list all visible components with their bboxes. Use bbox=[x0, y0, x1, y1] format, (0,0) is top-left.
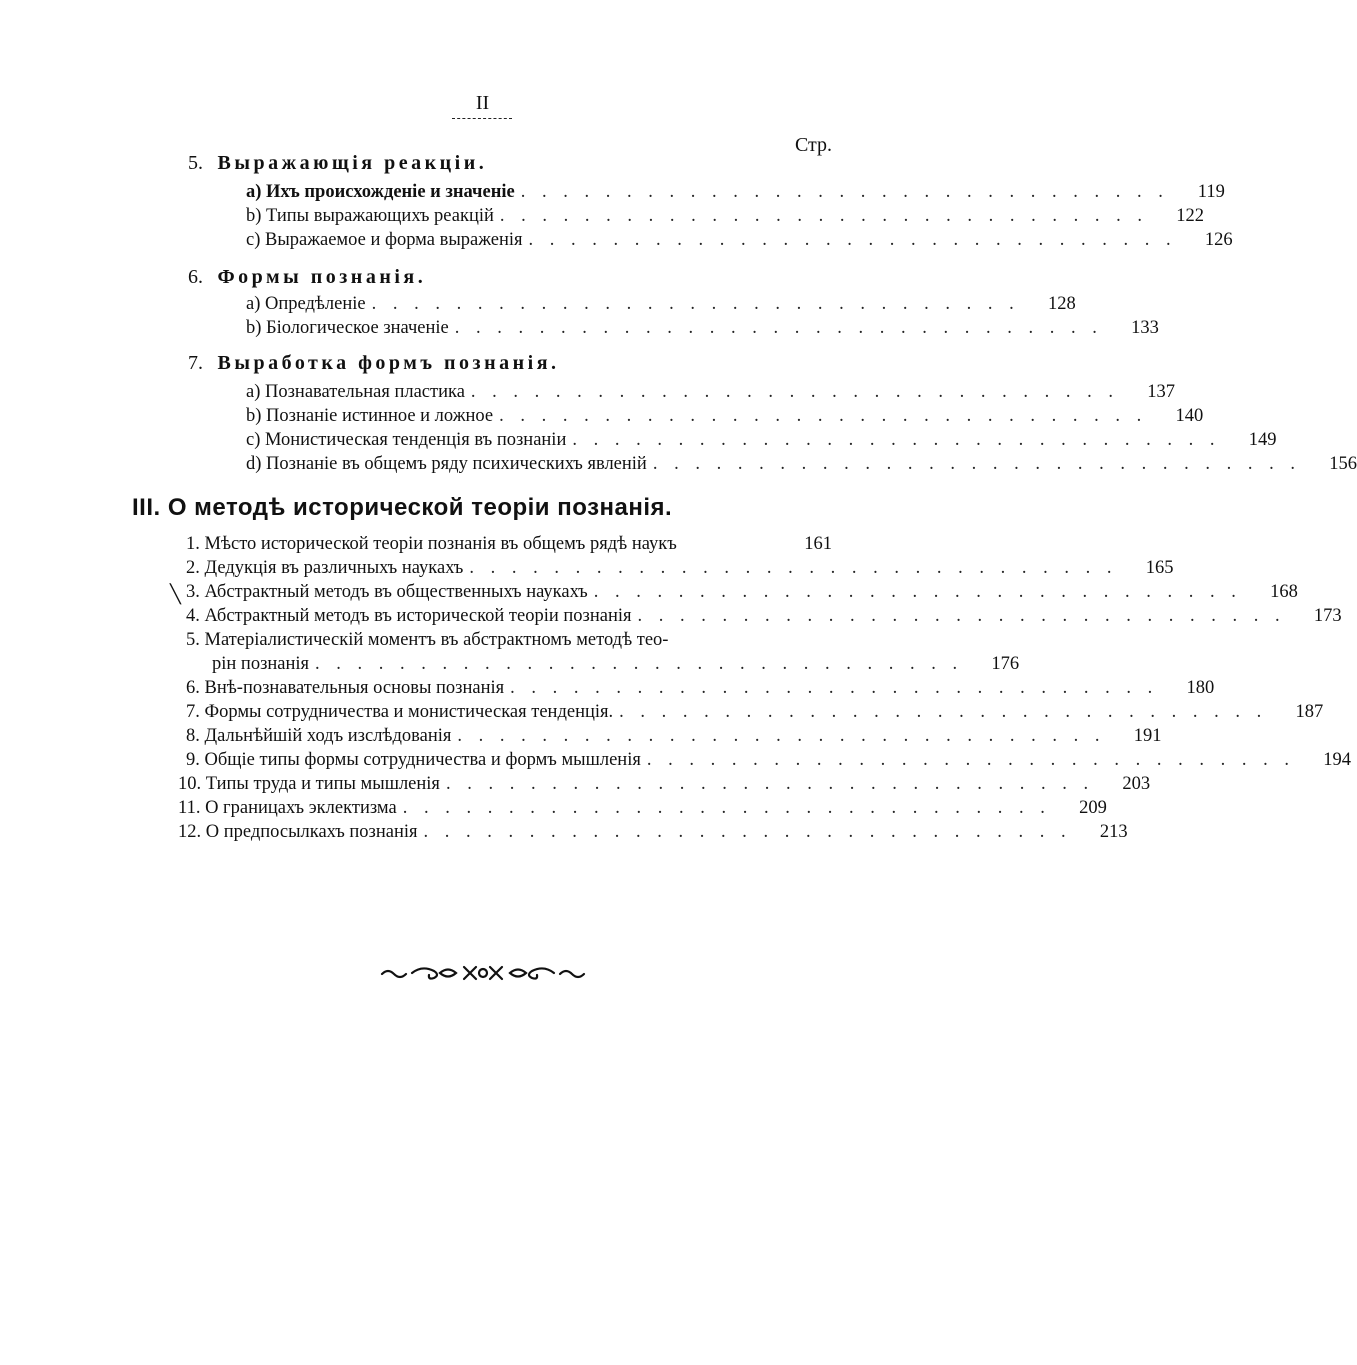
leader-dots: . . . . . . . . . . . . . . . . . . . . . . . . . . . . . . . bbox=[619, 702, 1268, 722]
leader-dots: . . . . . . . . . . . . . . . . . . . . . . . . . . . . . . . bbox=[371, 294, 1020, 314]
toc-entry-label: 8. Дальнѣйшій ходъ изслѣдованія bbox=[186, 726, 452, 746]
toc-entry-label: 2. Дедукція въ различныхъ наукахъ bbox=[186, 558, 464, 578]
toc-entry-page: 149 bbox=[1248, 430, 1277, 450]
leader-dots: . . . . . . . . . . . . . . . . . . . . . . . . . . . . . . . bbox=[520, 182, 1169, 202]
leader-dots: . . . . . . . . . . . . . . . . . . . . . . . . . . . . . . . bbox=[423, 822, 1072, 842]
toc-entry-page: 203 bbox=[1122, 774, 1151, 794]
toc-entry bbox=[246, 454, 1357, 475]
toc-entry bbox=[246, 230, 1233, 251]
leader-dots: . . . . . . . . . . . . . . . . . . . . . . . . . . . . . . . bbox=[402, 798, 1051, 818]
toc-entry-page: 191 bbox=[1133, 726, 1162, 746]
toc-entry bbox=[186, 678, 1215, 699]
toc-entry-page: 122 bbox=[1176, 206, 1205, 226]
toc-entry-label: 6. Внѣ-познавательныя основы познанія bbox=[186, 678, 505, 698]
leader-dots: . . . . . . . . . . . . . . . . . . . . . . . . . . . . . . . bbox=[572, 430, 1221, 450]
leader-dots: . . . . . . . . . . . . . . . . . . . . . . . . . . . . . . . bbox=[510, 678, 1159, 698]
section-5-heading bbox=[188, 152, 487, 175]
toc-entry-label: a) Познавательная пластика bbox=[246, 382, 465, 402]
toc-entry-label: b) Біологическое значеніе bbox=[246, 318, 449, 338]
toc-entry bbox=[246, 382, 1176, 403]
toc-entry bbox=[186, 558, 1174, 579]
leader-dots: . . . . . . . . . . . . . . . . . . . . . . . . . . . . . . . bbox=[637, 606, 1286, 626]
toc-entry-label: c) Монистическая тенденція въ познаніи bbox=[246, 430, 567, 450]
tailpiece-ornament-icon bbox=[378, 958, 588, 988]
toc-entry bbox=[186, 582, 1298, 603]
part-3-heading: III. О методѣ исторической теоріи познанія. bbox=[132, 494, 673, 521]
leader-dots: . . . . . . . . . . . . . . . . . . . . . . . . . . . . . . . bbox=[499, 206, 1149, 226]
toc-entry-page: 161 bbox=[804, 534, 832, 554]
section-title: Выражающія реакціи. bbox=[217, 152, 488, 174]
toc-entry-page: 213 bbox=[1099, 822, 1128, 842]
section-number: 6. bbox=[188, 266, 203, 288]
toc-entry bbox=[246, 294, 1076, 315]
leader-dots: . . . . . . . . . . . . . . . . . . . . . . . . . . . . . . . bbox=[593, 582, 1242, 602]
toc-entry bbox=[186, 702, 1324, 723]
leader-dots: . . . . . . . . . . . . . . . . . . . . . . . . . . . . . . . bbox=[499, 406, 1148, 426]
toc-entry-page: 140 bbox=[1175, 406, 1204, 426]
toc-entry-label: a) Опредѣленіе bbox=[246, 294, 366, 314]
toc-entry bbox=[246, 182, 1225, 203]
toc-entry-line-1 bbox=[186, 630, 832, 651]
toc-entry-page: 165 bbox=[1145, 558, 1174, 578]
leader-dots: . . . . . . . . . . . . . . . . . . . . . . . . . . . . . . . bbox=[445, 774, 1095, 794]
toc-entry-label: c) Выражаемое и форма выраженія bbox=[246, 230, 523, 250]
section-title: Формы познанія. bbox=[217, 266, 427, 288]
toc-entry-label: 12. О предпосылкахъ познанія bbox=[178, 822, 418, 842]
toc-entry-label: 9. Общіе типы формы сотрудничества и формъ мышленія bbox=[186, 750, 641, 770]
toc-entry bbox=[246, 318, 1159, 339]
toc-entry-page: 194 bbox=[1323, 750, 1351, 770]
margin-pencil-mark: ╲ bbox=[170, 584, 181, 604]
toc-entry-page: 133 bbox=[1131, 318, 1159, 338]
toc-entry-label-continued: рін познанія bbox=[212, 654, 310, 674]
toc-entry-page: 173 bbox=[1313, 606, 1342, 626]
toc-entry-label: 1. Мѣсто исторической теоріи познанія въ общемъ рядѣ наукъ bbox=[186, 534, 677, 554]
toc-entry bbox=[178, 774, 1151, 795]
toc-entry-label: 4. Абстрактный методъ въ исторической теоріи познанія bbox=[186, 606, 632, 626]
toc-entry bbox=[246, 430, 1277, 451]
toc-entry-page: 137 bbox=[1147, 382, 1176, 402]
leader-dots: . . . . . . . . . . . . . . . . . . . . . . . . . . . . . . . bbox=[652, 454, 1301, 474]
toc-entry-label: 3. Абстрактный методъ въ общественныхъ наукахъ bbox=[186, 582, 588, 602]
toc-entry-label: a) Ихъ происхожденіе и значеніе bbox=[246, 182, 515, 202]
toc-entry-label: b) Познаніе истинное и ложное bbox=[246, 406, 494, 426]
toc-entry-page: 187 bbox=[1295, 702, 1324, 722]
section-7-heading bbox=[188, 352, 560, 375]
page-column-label: Стр. bbox=[794, 134, 832, 156]
toc-entry-label: 5. Матеріалистическій моментъ въ абстрактномъ методѣ тео- bbox=[186, 630, 669, 650]
toc-entry-label: 11. О границахъ эклектизма bbox=[178, 798, 397, 818]
leader-dots: . . . . . . . . . . . . . . . . . . . . . . . . . . . . . . . bbox=[457, 726, 1106, 746]
toc-entry bbox=[186, 750, 1351, 771]
toc-entry-page: 176 bbox=[991, 654, 1020, 674]
toc-entry-page: 156 bbox=[1329, 454, 1357, 474]
toc-entry bbox=[186, 606, 1342, 627]
toc-entry-page: 180 bbox=[1186, 678, 1215, 698]
toc-entry-page: 168 bbox=[1270, 582, 1298, 602]
toc-entry-label: d) Познаніе въ общемъ ряду психическихъ явленій bbox=[246, 454, 647, 474]
toc-entry bbox=[186, 726, 1162, 747]
leader-dots: . . . . . . . . . . . . . . . . . . . . . . . . . . . . . . . bbox=[469, 558, 1118, 578]
toc-entry-label: 10. Типы труда и типы мышленія bbox=[178, 774, 440, 794]
toc-entry bbox=[178, 822, 1128, 843]
toc-entry bbox=[178, 798, 1107, 819]
toc-entry-page: 126 bbox=[1204, 230, 1233, 250]
toc-entry-page: 119 bbox=[1197, 182, 1225, 202]
leader-dots: . . . . . . . . . . . . . . . . . . . . . . . . . . . . . . . bbox=[528, 230, 1177, 250]
leader-dots: . . . . . . . . . . . . . . . . . . . . . . . . . . . . . . . bbox=[454, 318, 1103, 338]
section-title: Выработка формъ познанія. bbox=[217, 352, 560, 374]
toc-entry bbox=[246, 406, 1204, 427]
toc-entry bbox=[246, 206, 1205, 227]
leader-dots: . . . . . . . . . . . . . . . . . . . . . . . . . . . . . . . bbox=[470, 382, 1120, 402]
leader-dots: . . . . . . . . . . . . . . . . . . . . . . . . . . . . . . . bbox=[646, 750, 1295, 770]
leader-dots: . . . . . . . . . . . . . . . . . . . . . . . . . . . . . . . bbox=[315, 654, 964, 674]
toc-entry-label: b) Типы выражающихъ реакцій bbox=[246, 206, 494, 226]
toc-entry-line-2 bbox=[212, 654, 1020, 675]
section-6-heading bbox=[188, 266, 426, 289]
page-number: II bbox=[475, 92, 490, 114]
section-number: 5. bbox=[188, 152, 203, 174]
toc-entry-page: 209 bbox=[1079, 798, 1107, 818]
toc-entry-page: 128 bbox=[1048, 294, 1076, 314]
toc-entry-label: 7. Формы сотрудничества и монистическая тенденція. bbox=[186, 702, 614, 722]
section-number: 7. bbox=[188, 352, 203, 374]
toc-entry bbox=[186, 534, 832, 555]
page-number-rule bbox=[452, 118, 512, 119]
